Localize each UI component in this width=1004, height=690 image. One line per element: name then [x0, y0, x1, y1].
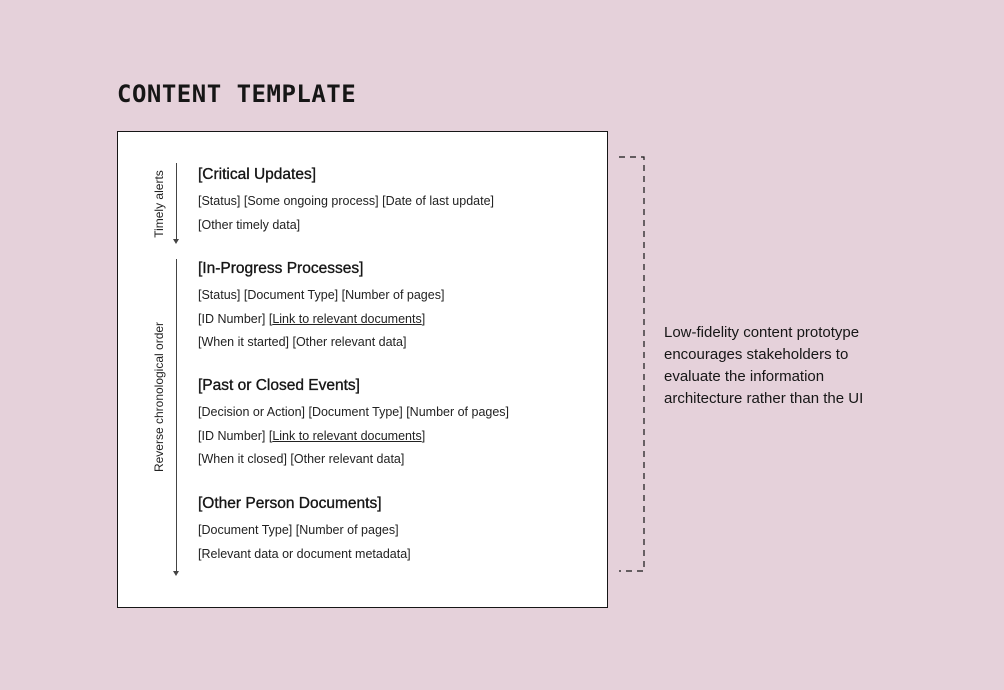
- note-line: evaluate the information: [664, 368, 825, 385]
- section-heading: [Other Person Documents]: [198, 495, 382, 512]
- section-row: [Other timely data]: [198, 217, 301, 232]
- reverse-chronological-label: Reverse chronological order: [152, 321, 166, 473]
- note-line: architecture rather than the UI: [664, 390, 864, 407]
- timely-arrow-head: [173, 239, 179, 244]
- section-in-progress-processes: [198, 260, 444, 355]
- section-row-with-link: [198, 308, 444, 332]
- reverse-arrow-head: [173, 571, 179, 576]
- section-row: [Decision or Action] [Document Type] [Number of pages]: [198, 405, 510, 419]
- section-critical-updates: [198, 166, 494, 237]
- section-other-person-documents: [198, 495, 411, 566]
- row-suffix: ]: [421, 311, 426, 326]
- section-row: [Status] [Document Type] [Number of pages]: [198, 288, 445, 302]
- reverse-arrow-line: [176, 259, 177, 572]
- section-row: [When it started] [Other relevant data]: [198, 335, 407, 349]
- annotation-note: [664, 322, 904, 410]
- section-row: [Status] [Some ongoing process] [Date of last update]: [198, 194, 495, 208]
- section-row: [When it closed] [Other relevant data]: [198, 452, 405, 466]
- section-heading: [Critical Updates]: [198, 166, 317, 183]
- timely-alerts-label: Timely alerts: [152, 170, 166, 238]
- section-heading: [Past or Closed Events]: [198, 377, 360, 394]
- relevant-documents-link[interactable]: Link to relevant documents: [272, 428, 422, 443]
- row-prefix: [ID Number] [: [198, 311, 273, 326]
- section-heading: [In-Progress Processes]: [198, 260, 364, 277]
- section-row: [Document Type] [Number of pages]: [198, 523, 399, 537]
- timely-arrow-line: [176, 163, 177, 240]
- content-template-card: [117, 131, 608, 608]
- row-suffix: ]: [421, 428, 426, 443]
- relevant-documents-link[interactable]: Link to relevant documents: [272, 311, 422, 326]
- note-line: encourages stakeholders to: [664, 346, 849, 363]
- dashed-bracket: [618, 156, 652, 578]
- section-row: [Relevant data or document metadata]: [198, 546, 411, 561]
- row-prefix: [ID Number] [: [198, 428, 273, 443]
- page-title: CONTENT TEMPLATE: [117, 80, 357, 108]
- note-line: Low-fidelity content prototype: [664, 324, 860, 341]
- section-past-or-closed-events: [198, 377, 509, 472]
- section-row-with-link: [198, 425, 509, 449]
